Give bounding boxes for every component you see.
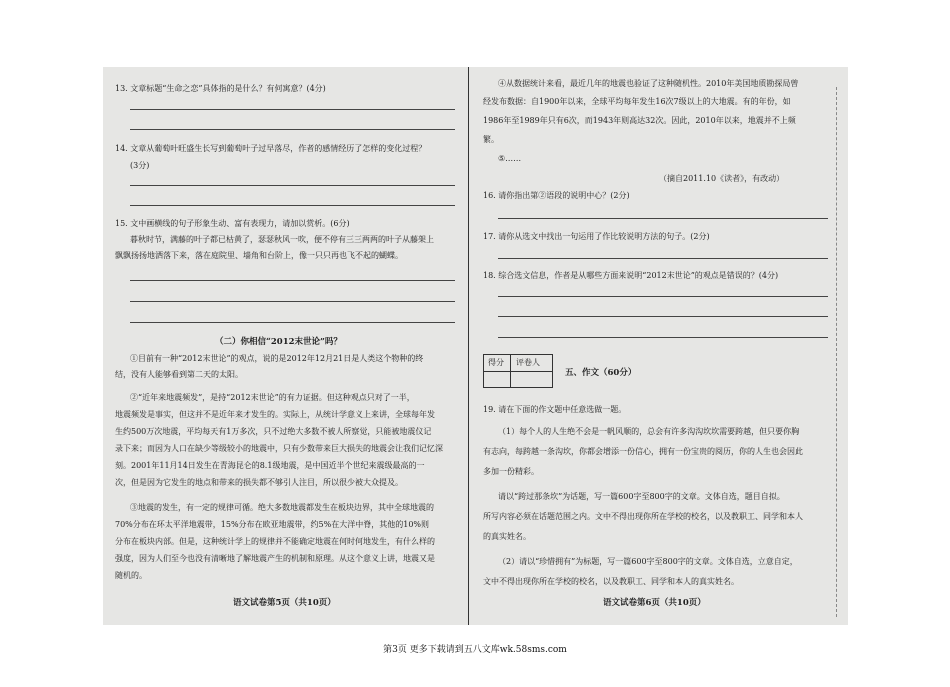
paragraph-line: 多加一份精彩。 [483,467,539,476]
paragraph-line: 强度，因为人们至今也没有清晰地了解地震产生的机制和原理。从这个意义上讲，地震又是 [115,554,435,563]
question-13: 13. 文章标题“生命之恋”具体指的是什么？有何寓意？(4分) [115,84,326,93]
column-divider [468,67,469,625]
answer-line[interactable] [498,258,828,259]
answer-line[interactable] [498,218,828,219]
answer-line[interactable] [498,337,828,338]
answer-line[interactable] [130,129,455,130]
binding-line [836,87,837,617]
paragraph-line: 分布在板块内部。但是，这种统计学上的规律并不能确定地震在何时何地发生，有什么样的 [115,537,435,546]
paragraph-line: 有志向，每跨越一条沟坎，你都会增添一份信心，拥有一份宝贵的阅历，你的人生也会因此 [483,447,803,456]
answer-line[interactable] [498,296,828,297]
paragraph-line: 录下来；而因为人口在缺少等级较小的地震中，只有少数带来巨大损失的地震会让我们记忆深 [115,444,443,453]
paragraph-line: 请以“跨过那条坎”为话题，写一篇600字至800字的文章。文体自选，题目自拟。 [498,492,785,501]
paragraph-line: 所写内容必须在话题范围之内。文中不得出现你所在学校的校名，以及教职工、同学和本人 [483,512,803,521]
answer-line[interactable] [130,109,455,110]
writing-section-title: 五、作文（60分） [565,368,637,378]
score-table [483,354,553,388]
paragraph-line: 文中不得出现你所在学校的校名，以及教职工、同学和本人的真实姓名。 [483,577,739,586]
paragraph-line: ④从数据统计来看，最近几年的地震也验证了这种随机性。2010年美国地质勘探局曾 [498,79,799,88]
paragraph-line: 70%分布在环太平洋地震带，15%分布在欧亚地震带，约5%在大洋中脊，其他的10%则 [115,520,430,529]
paragraph-line: 经发布数据：自1900年以来，全球平均每年发生16次7级以上的大地震。有的年份，如 [483,97,791,106]
answer-line[interactable] [130,322,455,323]
table-rule [484,371,552,372]
question-14-score: (3分) [130,161,150,170]
paragraph-line: 生约500万次地震，平均每天有1万多次，只不过绝大多数不被人所察觉，只能被地震仪记 [115,427,432,436]
answer-line[interactable] [498,316,828,317]
question-14: 14. 文章从葡萄叶旺盛生长写到葡萄叶子过早落尽，作者的感情经历了怎样的变化过程？ [115,144,427,153]
question-15: 15. 文中画横线的句子形象生动、富有表现力，请加以赏析。(6分) [115,219,350,228]
question-17: 17. 请你从选文中找出一句运用了作比较说明方法的句子。(2分) [483,232,710,241]
paragraph-line: 繁。 [483,135,499,144]
paragraph-line: 刻。2001年11月14日发生在青海昆仑的8.1级地震，是中国近半个世纪来震级最高的一 [115,461,425,470]
paragraph-line: 的真实姓名。 [483,532,531,541]
exam-scan [103,67,848,625]
paragraph-line: ⑤…… [498,154,522,163]
paragraph-line: ②“近年来地震频发”，是持“2012末世论”的有力证据。但这种观点只对了一半， [130,393,415,402]
page-label: 语文试卷第6页（共10页） [603,598,706,608]
paragraph-line: 地震频发是事实，但这并不是近年来才发生的。实际上，从统计学意义上来讲，全球每年发 [115,410,435,419]
answer-line[interactable] [130,205,455,206]
section-title: （二）你相信“2012末世论”吗？ [215,337,342,347]
source-note: （摘自2011.10《读者》，有改动） [659,174,785,183]
page-label: 语文试卷第5页（共10页） [233,598,336,608]
paragraph-line: 结，没有人能够看到第二天的太阳。 [115,370,243,379]
paragraph-line: 随机的。 [115,571,147,580]
paragraph-line: ①目前有一种“2012末世论”的观点，说的是2012年12月21日是人类这个物种的终 [130,354,424,363]
question-18: 18. 综合选文信息，作者是从哪些方面来说明“2012末世论”的观点是错误的？(4分) [483,271,779,280]
score-label: 得分 [488,358,504,367]
paragraph-line: 次，但是因为它发生的地点和带来的损失都不够引人注目，所以很少被大众提及。 [115,478,403,487]
paragraph-line: （2）请以“珍惜拥有”为标题，写一篇600字至800字的文章。文体自选，立意自定， [498,557,798,566]
page-footer: 第3页 更多下载请到五八文库wk.58sms.com [383,645,567,655]
answer-line[interactable] [130,301,455,302]
quote-line: 暮秋时节，满藤的叶子都已枯黄了，瑟瑟秋风一吹，便不停有三三两两的叶子从藤架上 [130,235,434,244]
paragraph-line: 1986年至1989年只有6次，而1943年则高达32次。因此，2010年以来，地震并不上频 [483,116,796,125]
answer-line[interactable] [130,280,455,281]
paragraph-line: ③地震的发生，有一定的规律可循。绝大多数地震都发生在板块边界，其中全球地震的 [130,503,434,512]
quote-line: 飘飘扬扬地洒落下来，落在庭院里、墙角和台阶上，像一只只再也飞不起的蝴蝶。 [115,251,403,260]
question-19: 19. 请在下面的作文题中任意选做一题。 [483,405,627,414]
paragraph-line: （1）每个人的人生绝不会是一帆风顺的，总会有许多沟沟坎坎需要跨越，但只要你胸 [498,427,800,436]
grader-label: 评卷人 [516,358,540,367]
answer-line[interactable] [130,185,455,186]
table-rule [510,355,511,387]
question-16: 16. 请你指出第②语段的说明中心？(2分) [483,191,630,200]
